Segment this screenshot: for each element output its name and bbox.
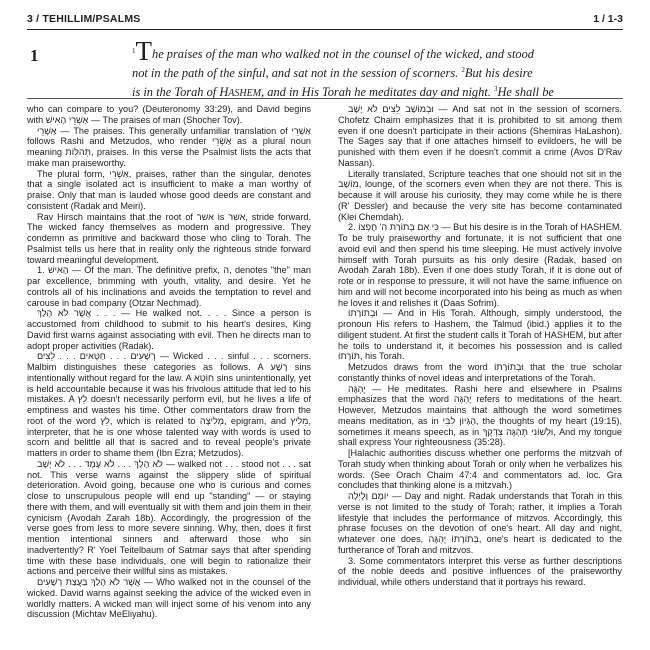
- commentary-paragraph: Literally translated, Scripture teaches that one should not sit in the מוֹשַׁב, lounge, of the scorners even when they are not there. This is because it will arouse his curiosity, they may come while he is there (R' Dessler) and because the very site has become contaminated (Klei Chemdah).: [338, 168, 622, 222]
- verse-translation: [132, 36, 620, 102]
- verse-text-1a: he praises of the man who walked not in the counsel of the wicked, and stood: [152, 47, 534, 62]
- section-divider: [27, 98, 623, 99]
- commentary-paragraph: [Halachic authorities discuss whether one performs the mitzvah of Torah study when thinking about Torah or only when he verbalizes his words. (See Orach Chaim 47:4 and commentators ad. loc. Gra concludes that thinking alone is a mitzvah.): [338, 448, 622, 491]
- verse-line-1: [132, 36, 620, 67]
- commentary-paragraph: 2. כִּי אִם בְּתוֹרַת ה' חֶפְצוֹ — But his desire is in the Torah of HASHEM. To be truly praiseworthy and fortunate, it is not sufficient that one avoid evil and then spend his time sleeping. He must actively involve himself with Torah pursuits as his only desire (Radak, based on Avodah Zarah 18b). Even if one does study Torah, if it is done out of rote or in response to pressure, it will not have the same influence on him and will not become incorporated into his being as much as when he loves it and relishes it (Daas Sofrim).: [338, 222, 622, 308]
- commentary-paragraph: לֹא הָלַךְ . . . לֹא עָמָד . . . לֹא יָשָׁב — walked not . . . stood not . . . sat not. This verse warns against the slippery slide of spiritual deterioration. Avoid going, because one who is curious and comes close to unscrupulous people will end up "standing" — or staying there with them, and will eventually sit with them and join them in their cynicism (Avodah Zarah 18b). Accordingly, the progression of the verse goes from less to more severe sinning. Why, then, does it first mention intentional sinners and afterward those who sin inadvertently? R' Yoel Teitelbaum of Satmar says that after spending time with these base individuals, one will begin to rationalize their actions and perceive their willful sins as mistakes.: [27, 458, 311, 577]
- verse-number-3: 3: [493, 85, 498, 94]
- commentary-paragraph: אֲשֶׁר לֹא הָלַךְ בַּעֲצַת רְשָׁעִים — Who walked not in the counsel of the wicked. David warns against seeking the advice of the wicked even in worldly matters. A wicked man will inject some of his venom into any discussion (Michtav MeEliyahu).: [27, 577, 312, 620]
- commentary-left-column: [27, 104, 311, 620]
- verse-text-3: He shall be: [497, 85, 554, 100]
- commentary-paragraph: אַשְׁרֵי — The praises. This generally unfamiliar translation of אַשְׁרֵי follows Rashi and Metzudos, who render אַשְׁרֵי as a plural noun meaning תְּהִלּוֹת, praises. In this verse the Psalmist lists the acts that make man praiseworthy.: [27, 125, 311, 168]
- verse-text-2a: But his desire: [464, 66, 533, 81]
- verse-text-2-smallcaps: ASHEM: [228, 88, 262, 100]
- verse-line-3: [132, 81, 620, 102]
- commentary-paragraph: אֲשֶׁר לֹא הָלַךְ . . . — He walked not. . . . Since a person is accustomed from childhood to submit to his heart's desires, King David first warns against associating with evil. Then he directs man to adopt proper activities (Radak).: [27, 308, 311, 351]
- verse-text-1b: not in the path of the sinful, and sat not in the session of scorners.: [132, 66, 459, 81]
- verse-number-2: 2: [461, 66, 465, 75]
- chapter-verse-range: 1 / 1-3: [593, 13, 623, 25]
- commentary-paragraph: Metzudos draws from the word וּבְתוֹרָתוֹ that the true scholar constantly thinks of novel ideas and interpretations of the Torah.: [338, 362, 623, 383]
- running-header: [27, 13, 623, 30]
- verse-text-2c: , and in His Torah he meditates day and night.: [261, 85, 491, 100]
- commentary-paragraph: 1. הָאִישׁ — Of the man. The definitive prefix, ה, denotes "the" man par excellence, brimming with youth, vitality, and desire. Yet he controls all of his inclinations and avoids the temptation to revel and carouse in bad company (Otzar Nechmad).: [27, 265, 312, 308]
- chapter-number: 1: [30, 46, 39, 65]
- commentary-paragraph: רְשָׁעִים . . . חַטָּאִים . . . לֵצִים — Wicked . . . sinful . . . scorners. Malbim distinguishes these categories as follows. A רָשָׁע sins intentionally without regard for the law. A חוֹטֵא sins unintentionally, yet is held accountable because it was his frivolous attitude that led to his mistakes. A לֵץ doesn't necessarily perform evil, but he lives a life of emptiness and wastes his time. Other commentators draw from the root of the word לֵץ, which is related to מְלִיצָה, epigram, and מֵלִיץ, interpreter, that he is one whose talented way with words is used to scorn and belittle all that is sacred and to reveal people's private matters in order to shame them (Ibn Ezra; Metzudos).: [27, 351, 312, 458]
- commentary-paragraph: יוֹמָם וָלָיְלָה — Day and night. Radak understands that Torah in this verse is not limited to the study of Torah; rather, it implies a Torah lifestyle that includes the performance of mitzvos. Accordingly, this phrase focuses on the devotion of one's heart. All day and night, whatever one does, בְּתוֹרָתוֹ יֶהְגֶּה, one's heart is dedicated to the furtherance of Torah and mitzvos.: [338, 491, 622, 555]
- commentary-paragraph: The plural form, אַשְׁרֵי, praises, rather than the singular, denotes that a single isolated act is insufficient to make a man worthy of praise. Only that man is lauded whose good deeds are constant and consistent (Radak and Meiri).: [27, 168, 311, 211]
- commentary-paragraph: who can compare to you? (Deuteronomy 33:29), and David begins with אַשְׁרֵי הָאִישׁ — The praises of man (Shocher Tov).: [27, 104, 311, 125]
- commentary-paragraph: יֶהְגֶּה — He meditates. Rashi here and elsewhere in Psalms emphasizes that the word יֶהְגֶּה refers to meditations of the heart. However, Metzudos maintains that although the word sometimes means meditation, as in הֶגְיוֹן לִבִּי, the thoughts of my heart (19:15), sometimes it means speech, as in וּלְשׁוֹנִי תֶּהְגֶּה צִדְקֶךָ, And my tongue shall express Your righteousness (35:28).: [338, 383, 623, 448]
- commentary-paragraph: Rav Hirsch maintains that the root of אשר is אשר, stride forward. The wicked fancy themselves as modern and progressive. They condemn as primitive and backward those who cling to Torah. The Psalmist tells us here that in reality only the righteous stride forward toward meaningful development.: [27, 211, 311, 265]
- drop-cap: T: [135, 36, 152, 67]
- verse-text-2b: is in the Torah of H: [132, 85, 229, 100]
- book-title: 3 / TEHILLIM/PSALMS: [27, 13, 141, 25]
- commentary-paragraph: וּבְמוֹשַׁב לֵצִים לֹא יָשָׁב — And sat not in the session of scorners. Chofetz Chaim emphasizes that it is prohibited to sit among them even if one doesn't participate in their actions (Shemiras HaLashon). The Sages say that if one attaches himself to evildoers, he will be punished with them even if he doesn't commit a crime (Avos D'Rav Nassan).: [338, 104, 622, 168]
- verse-line-2: [132, 62, 620, 81]
- commentary-paragraph: וּבְתוֹרָתוֹ — And in His Torah. Although, simply understood, the pronoun His refers to Hashem, the Talmud (ibid.) applies it to the diligent student. At first the student calls it Torah of HASHEM, but after he toils to understand it, it becomes his possession and is called תּוֹרָתוֹ, his Torah.: [338, 308, 622, 362]
- commentary-right-column: [338, 104, 622, 588]
- commentary-paragraph: 3. Some commentators interpret this verse as further descriptions of the noble deeds and positive influences of the praiseworthy individual, while others understand that it portrays his reward.: [338, 555, 622, 587]
- verse-number-1: 1: [132, 47, 136, 55]
